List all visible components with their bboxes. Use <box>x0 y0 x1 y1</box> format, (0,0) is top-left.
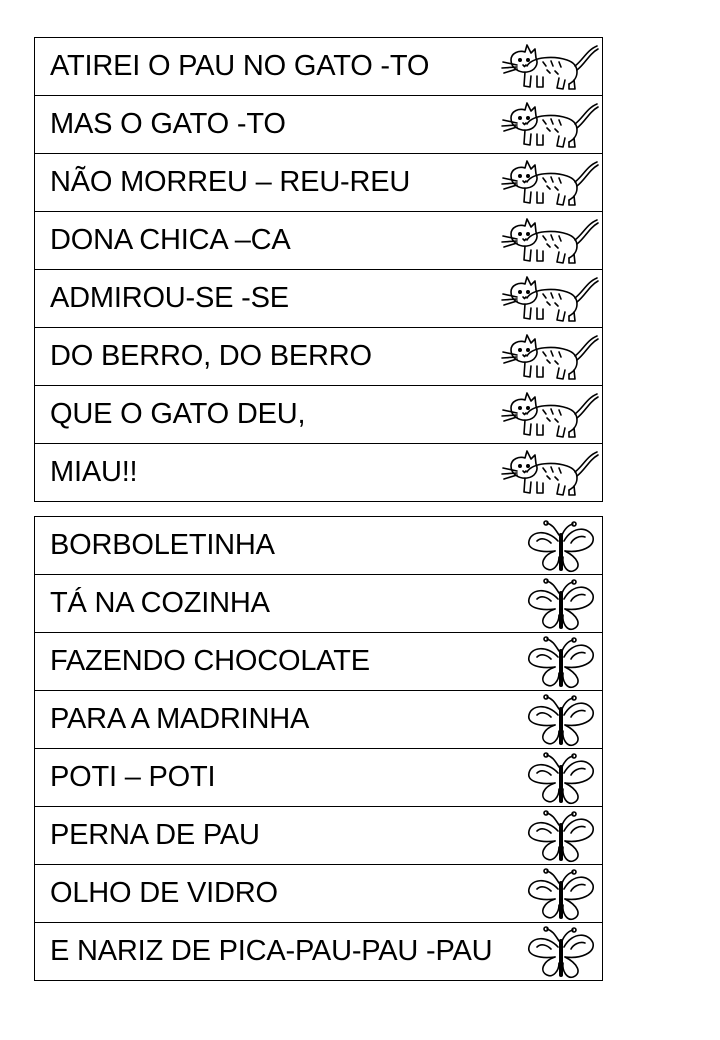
butterfly-icon <box>525 693 597 749</box>
cat-icon <box>497 330 601 384</box>
verse-line: ADMIROU-SE -SE <box>50 282 289 314</box>
verse-line: NÃO MORREU – REU-REU <box>50 166 411 198</box>
verse-line: MAS O GATO -TO <box>50 108 286 140</box>
verse-line: QUE O GATO DEU, <box>50 398 306 430</box>
verse-line: OLHO DE VIDRO <box>50 877 278 909</box>
cat-verse-row <box>34 270 603 328</box>
butterfly-icon <box>525 519 597 575</box>
butterfly-verse-row <box>34 633 603 691</box>
cat-icon <box>497 40 601 94</box>
butterfly-icon <box>525 751 597 807</box>
cat-verse-table <box>34 37 603 502</box>
verse-line: TÁ NA COZINHA <box>50 587 270 619</box>
verse-line: MIAU!! <box>50 456 138 488</box>
butterfly-verse-row <box>34 865 603 923</box>
verse-line: DONA CHICA –CA <box>50 224 291 256</box>
butterfly-verse-row <box>34 517 603 575</box>
verse-line: E NARIZ DE PICA-PAU-PAU -PAU <box>50 935 493 967</box>
cat-icon <box>497 98 601 152</box>
butterfly-verse-row <box>34 923 603 981</box>
verse-line: FAZENDO CHOCOLATE <box>50 645 370 677</box>
cat-icon <box>497 388 601 442</box>
butterfly-icon <box>525 577 597 633</box>
verse-line: POTI – POTI <box>50 761 216 793</box>
cat-verse-row <box>34 38 603 96</box>
cat-verse-row <box>34 328 603 386</box>
cat-verse-row <box>34 154 603 212</box>
butterfly-verse-row <box>34 575 603 633</box>
verse-line: DO BERRO, DO BERRO <box>50 340 372 372</box>
verse-line: PARA A MADRINHA <box>50 703 310 735</box>
cat-icon <box>497 272 601 326</box>
butterfly-verse-row <box>34 749 603 807</box>
cat-verse-row <box>34 96 603 154</box>
cat-icon <box>497 156 601 210</box>
butterfly-icon <box>525 809 597 865</box>
verse-line: PERNA DE PAU <box>50 819 260 851</box>
butterfly-verse-row <box>34 807 603 865</box>
cat-verse-row <box>34 212 603 270</box>
butterfly-icon <box>525 925 597 981</box>
cat-verse-row <box>34 444 603 502</box>
butterfly-icon <box>525 635 597 691</box>
butterfly-verse-row <box>34 691 603 749</box>
cat-icon <box>497 446 601 500</box>
cat-verse-row <box>34 386 603 444</box>
verse-line: BORBOLETINHA <box>50 529 275 561</box>
cat-icon <box>497 214 601 268</box>
butterfly-verse-table <box>34 516 603 981</box>
verse-line: ATIREI O PAU NO GATO -TO <box>50 50 430 82</box>
butterfly-icon <box>525 867 597 923</box>
